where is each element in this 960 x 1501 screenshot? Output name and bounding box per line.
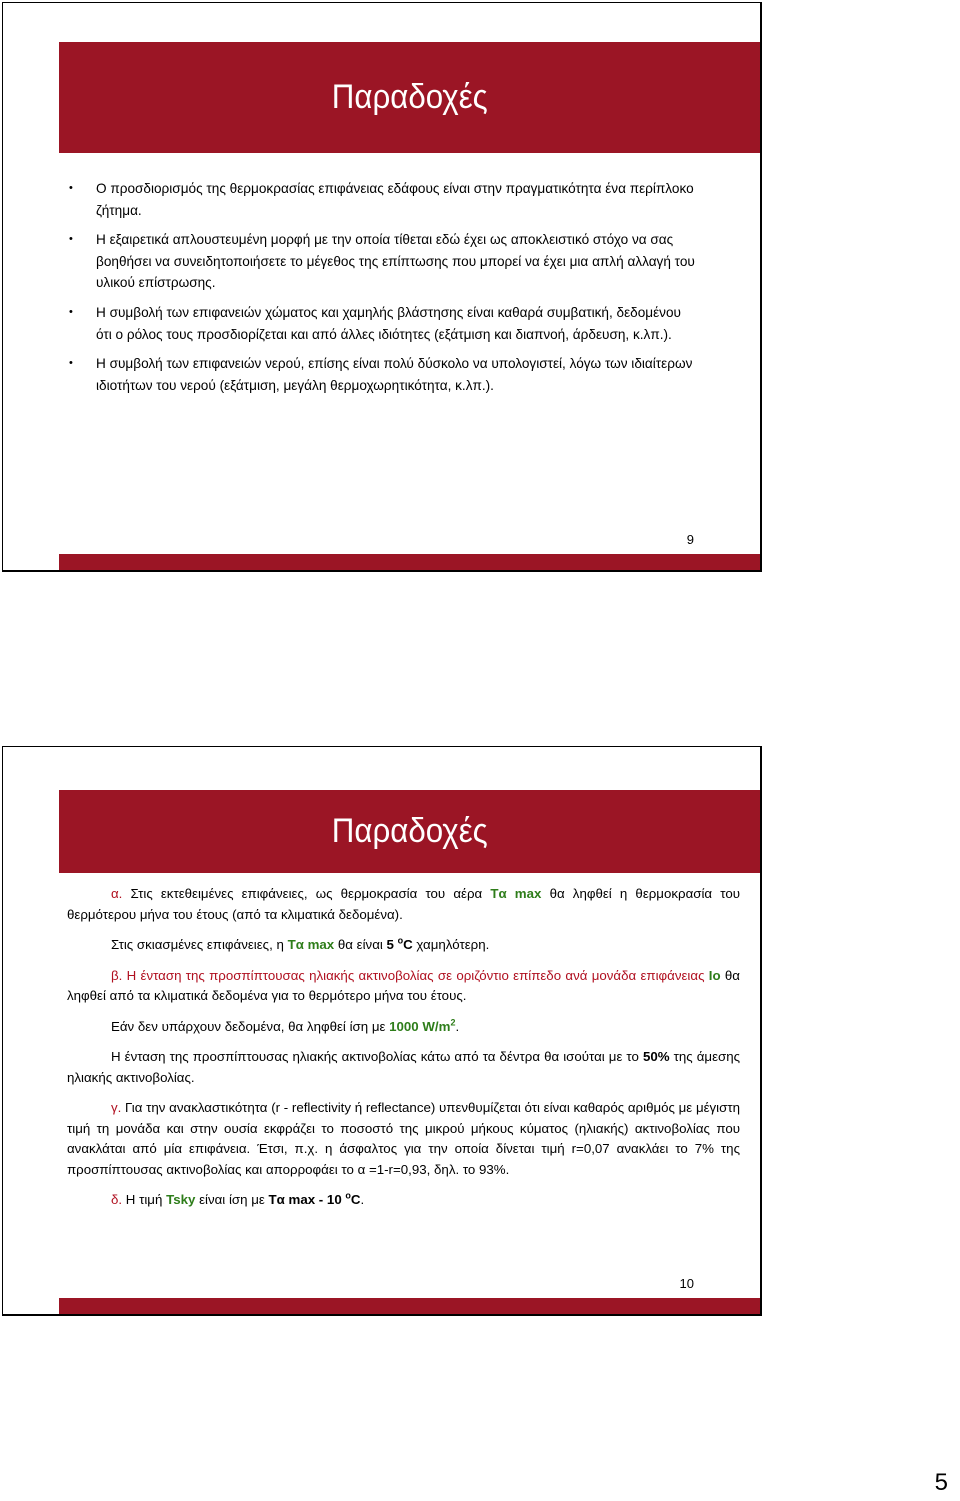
keyword: Io [708,967,721,983]
value-sup: o [397,935,404,946]
bullet-item [69,353,699,396]
bullet-item [69,178,699,221]
paragraph-text: . [360,1192,365,1207]
slide-title: Παραδοχές [331,78,488,116]
slide-9 [2,2,762,572]
paragraph-text: Η τιμή [122,1192,167,1207]
item-marker: δ. [111,1192,123,1207]
paragraph-b-trees [67,1047,740,1088]
paragraph-text: Εάν δεν υπάρχουν δεδομένα, θα ληφθεί ίση με [111,1018,390,1034]
paragraph-text: της άμεσης ηλιακής ακτινοβολίας. [67,1049,741,1085]
keyword: 1000 W/m [389,1018,451,1034]
paragraph-text: χαμηλότερη. [412,937,490,952]
value: Tα max - 10 [268,1192,346,1207]
keyword: Tα max [287,937,335,952]
paragraph-text: θα ληφθεί η θερμοκρασία του θερμότερου μήνα του έτους (από τα κλιματικά δεδομένα). [67,886,740,922]
value-unit: C [403,937,413,952]
paragraph-text: είναι ίση με [195,1192,269,1207]
bullet-text: Η συμβολή των επιφανειών χώματος και χαμηλής βλάστησης είναι καθαρά συμβατική, δεδομένου ότι ο ρόλος τους προσδιορίζεται και από άλλες ιδιότητες (εξάτμιση και διαπνοή, άρδευση, κ.λπ.). [96,304,681,342]
bullet-item [69,302,699,345]
slide-page-number: 10 [679,1276,694,1291]
paragraph-b-note [67,1017,740,1038]
bullet-icon: • [69,305,73,318]
slide-title: Παραδοχές [331,812,488,850]
slide-page-number: 9 [686,532,694,547]
bullet-icon: • [69,357,73,370]
paragraph-a-note [67,935,740,956]
paragraph-text: Η ένταση της προσπίπτουσας ηλιακής ακτινοβολίας σε οριζόντιο επίπεδο ανά μονάδα επιφάνειας [122,967,709,983]
bullet-text: Η συμβολή των επιφανειών νερού, επίσης είναι πολύ δύσκολο να υπολογιστεί, λόγω των ιδιαίτερων ιδιοτήτων του νερού (εξάτμιση, μεγάλη θερμοχωρητικότητα, κ.λπ.). [96,356,693,393]
slide-title-bar [59,790,760,873]
slide-footer-bar [59,1298,760,1314]
value: 5 [386,937,398,952]
paragraph-text: . [455,1018,460,1034]
value-unit: C [350,1192,361,1207]
paragraph-text: Στις σκιασμένες επιφάνειες, η [111,937,288,952]
slide-footer-bar [59,554,760,570]
bullet-text: Η εξαιρετικά απλουστευμένη μορφή με την οποία τίθεται εδώ έχει ως αποκλειστικό στόχο να σας βοηθήσει να συνειδητοποιήσετε το μέγεθος της επίπτωσης που μπορεί να έχει μια απλή αλλαγή του υλικού επίστρωσης. [96,232,695,291]
bullet-text: Ο προσδιορισμός της θερμοκρασίας επιφάνειας εδάφους είναι στην πραγματικότητα ένα περίπλοκο ζήτημα. [96,181,694,218]
sheet-page-number: 5 [934,1469,948,1496]
paragraph-text: Η ένταση της προσπίπτουσας ηλιακής ακτινοβολίας κάτω από τα δέντρα θα ισούται με το [111,1049,643,1064]
bullet-item [69,229,699,294]
paragraph-b [67,966,740,1007]
bullet-icon: • [69,182,73,194]
item-marker: γ. [111,1100,122,1115]
paragraph-a [67,884,740,925]
item-marker: β. [111,967,123,983]
value: 50% [642,1049,670,1064]
paragraph-text: Στις εκτεθειμένες επιφάνειες, ως θερμοκρασία του αέρα [122,886,491,901]
paragraph-text: θα είναι [334,937,387,952]
bullet-list [69,178,699,404]
paragraph-c [67,1098,740,1180]
slide-title-bar [59,42,760,153]
keyword: Tsky [166,1192,196,1207]
bullet-icon: • [69,233,73,246]
slide-body [67,884,740,1221]
value-sup: o [345,1190,351,1201]
paragraph-text: Για την ανακλαστικότητα (r - reflectivity ή reflectance) υπενθυμίζεται ότι είναι καθαρός αριθμός με μέγιστη τιμή τη μονάδα και στην ουσία εκφράζει το ποσοστό της μικρού μήκους κύματος (ηλιακής) ακτινοβολίας που ανακλάται από μία επιφάνεια. Έτσι, π.χ. η άσφαλτος για την οποία δίνεται τιμή r=0,07 ανακλάει το 7% της προσπίπτουσας ακτινοβολίας και απορροφάει το α =1-r=0,93, δηλ. το 93%. [67,1100,740,1177]
item-marker: α. [111,886,123,901]
keyword-sup: 2 [450,1017,456,1028]
paragraph-d [67,1190,740,1211]
keyword: Tα max [490,886,542,901]
paragraph-text: θα ληφθεί από τα κλιματικά δεδομένα για το θερμότερο μήνα του έτους. [67,967,740,1003]
slide-10 [2,746,762,1316]
